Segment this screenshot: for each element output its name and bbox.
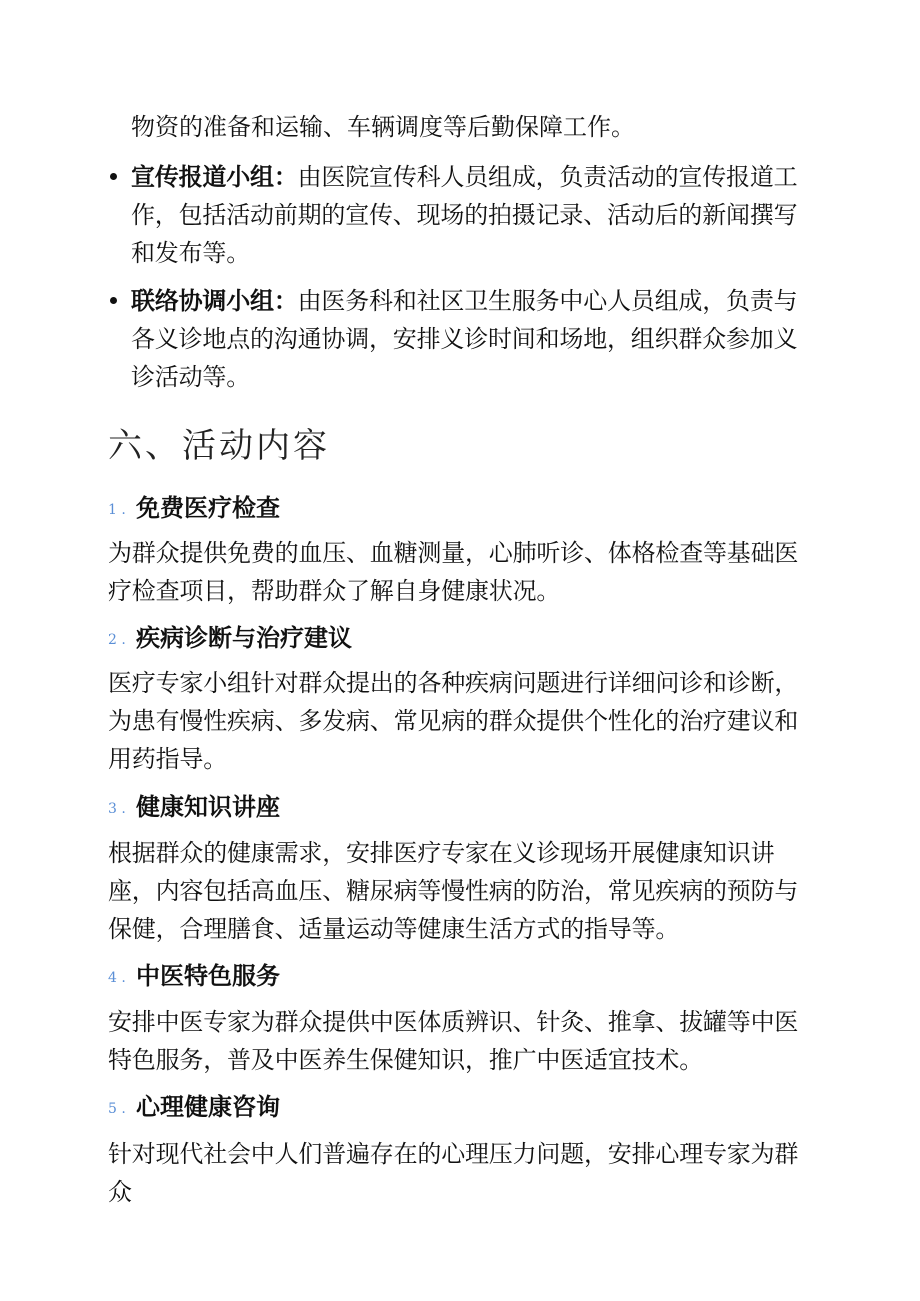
item-body: 医疗专家小组针对群众提出的各种疾病问题进行详细问诊和诊断，为患有慢性疾病、多发病、常见病的群众提供个性化的治疗建议和用药指导。 xyxy=(108,669,799,773)
item-title: 健康知识讲座 xyxy=(136,793,280,821)
item-title: 疾病诊断与治疗建议 xyxy=(136,624,352,652)
item-number: 3 . xyxy=(108,801,126,817)
item-number: 2 . xyxy=(108,632,126,648)
list-item xyxy=(108,282,820,396)
item-number: 4 . xyxy=(108,970,126,986)
item-heading xyxy=(108,790,280,826)
list-item xyxy=(108,158,820,272)
bullet-title: 宣传报道小组 xyxy=(131,163,274,191)
continuation-text: 物资的准备和运输、车辆调度等后勤保障工作。 xyxy=(131,113,635,141)
item-heading xyxy=(108,1090,280,1126)
item-heading xyxy=(108,491,280,527)
item-body: 为群众提供免费的血压、血糖测量，心肺听诊、体格检查等基础医疗检查项目，帮助群众了解自身健康状况。 xyxy=(108,539,799,605)
bullet-body: 由医院宣传科人员组成，负责活动的宣传报道工作，包括活动前期的宣传、现场的拍摄记录、活动后的新闻撰写和发布等。 xyxy=(131,163,798,267)
bullet-icon xyxy=(110,173,117,180)
bullet-icon xyxy=(110,297,117,304)
item-heading xyxy=(108,959,280,995)
item-body: 安排中医专家为群众提供中医体质辨识、针灸、推拿、拔罐等中医特色服务，普及中医养生保健知识，推广中医适宜技术。 xyxy=(108,1008,799,1074)
bullet-text: 宣传报道小组：由医院宣传科人员组成，负责活动的宣传报道工作，包括活动前期的宣传、现场的拍摄记录、活动后的新闻撰写和发布等。 xyxy=(131,163,798,267)
bullet-body: 由医务科和社区卫生服务中心人员组成，负责与各义诊地点的沟通协调，安排义诊时间和场地，组织群众参加义诊活动等。 xyxy=(131,287,798,391)
bullet-title: 联络协调小组 xyxy=(131,287,274,315)
item-heading xyxy=(108,621,352,657)
item-title: 免费医疗检查 xyxy=(136,494,280,522)
section-title: 六、活动内容 xyxy=(108,426,330,466)
item-title: 心理健康咨询 xyxy=(136,1093,280,1121)
item-number: 1 . xyxy=(108,502,126,518)
item-number: 5 . xyxy=(108,1101,126,1117)
item-body: 针对现代社会中人们普遍存在的心理压力问题，安排心理专家为群众 xyxy=(108,1140,799,1206)
item-title: 中医特色服务 xyxy=(136,962,280,990)
bullet-text: 联络协调小组：由医务科和社区卫生服务中心人员组成，负责与各义诊地点的沟通协调，安排义诊时间和场地，组织群众参加义诊活动等。 xyxy=(131,287,798,391)
item-body: 根据群众的健康需求，安排医疗专家在义诊现场开展健康知识讲座，内容包括高血压、糖尿病等慢性病的防治，常见疾病的预防与保健，合理膳食、适量运动等健康生活方式的指导等。 xyxy=(108,839,799,943)
